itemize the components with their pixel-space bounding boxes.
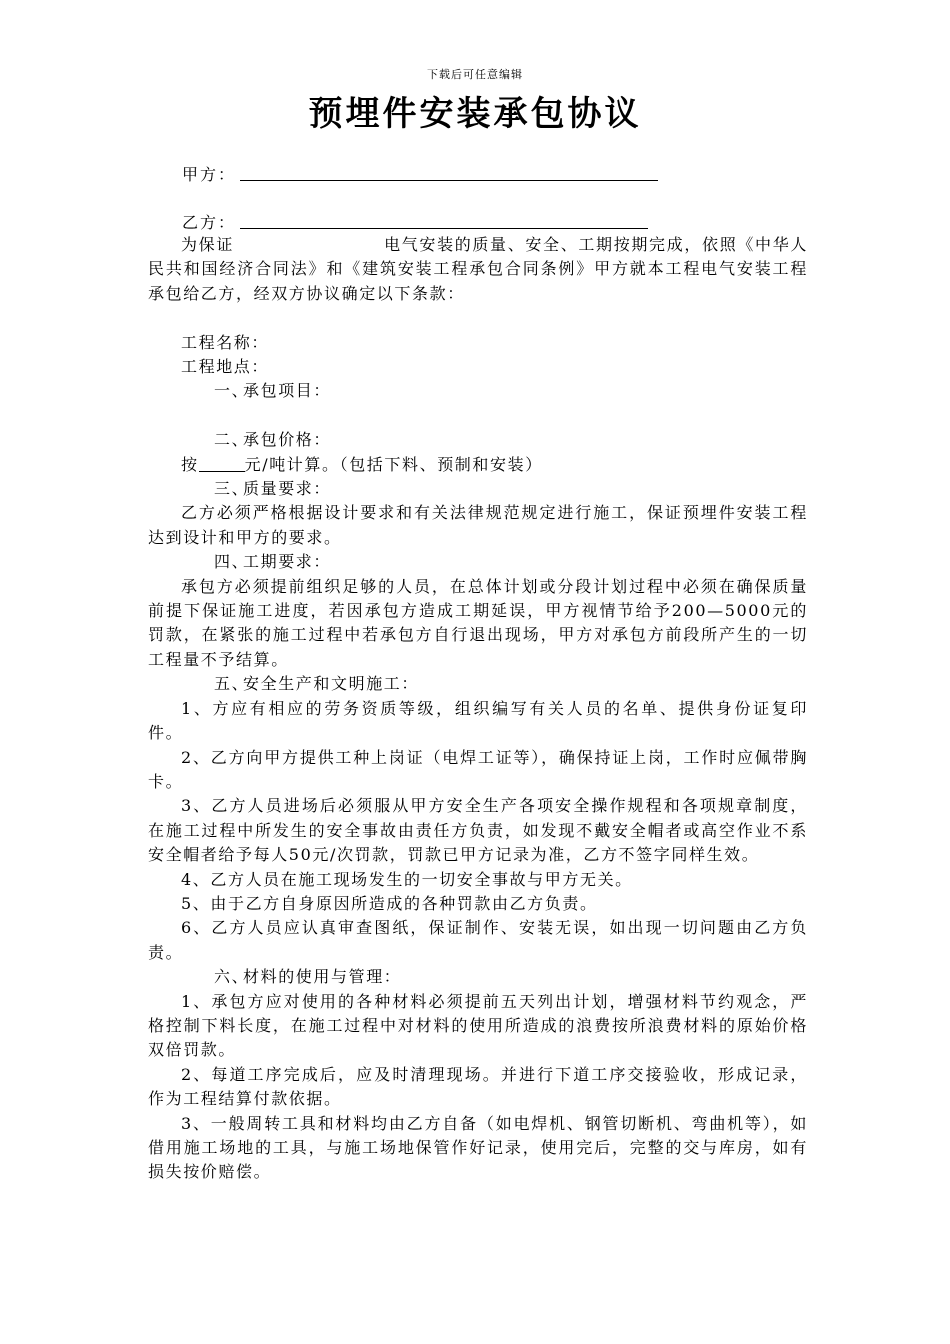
intro-pre: 为保证 [181, 235, 234, 254]
section-1-heading [148, 379, 808, 403]
section-5-label: 安全生产和文明施工： [243, 674, 420, 694]
section-2-label: 承包价格： [243, 430, 332, 450]
document-title: 预埋件安装承包协议 [308, 94, 642, 134]
price-post: 元/吨计算。（包括下料、预制和安装） [244, 454, 543, 474]
party-a-label: 甲方： [182, 165, 237, 184]
party-b-blank-line [240, 228, 648, 229]
project-name: 工程名称： [181, 332, 270, 352]
section-5-heading [148, 672, 808, 696]
section-5-item: 2、乙方向甲方提供工种上岗证（电焊工证等），确保持证上岗，工作时应佩带胸卡。 [148, 747, 808, 791]
price-blank [199, 455, 245, 472]
section-4-heading [148, 550, 808, 574]
section-5-item: 6、乙方人员应认真审查图纸，保证制作、安装无误，如出现一切问题由乙方负责。 [148, 918, 808, 962]
agreement-body [148, 233, 808, 1185]
section-6-heading [148, 965, 808, 989]
header-note: 下载后可任意编辑 [427, 68, 523, 81]
section-5-item: 5、由于乙方自身原因所造成的各种罚款由乙方负责。 [181, 893, 598, 913]
section-3-label: 质量要求： [243, 479, 332, 499]
section-5-item: 3、乙方人员进场后必须服从甲方安全生产各项安全操作规程和各项规章制度，在施工过程中所发生的安全事故由责任方负责，如发现不戴安全帽者或高空作业不系安全帽者给予每人50元/次罚款，罚款已甲方记录为准，乙方不签字同样生效。 [148, 796, 808, 865]
section-2-number: 二、 [214, 430, 250, 450]
section-4-number: 四、 [214, 552, 250, 572]
section-3-text: 乙方必须严格根据设计要求和有关法律规范规定进行施工，保证预埋件安装工程达到设计和甲方的要求。 [148, 503, 808, 547]
section-6-item: 2、每道工序完成后，应及时清理现场。并进行下道工序交接验收，形成记录，作为工程结算付款依据。 [148, 1064, 808, 1109]
project-location: 工程地点： [181, 357, 270, 377]
intro-post: 电气安装的质量、安全、工期按期完成，依照《中华人民共和国经济合同法》和《建筑安装工程承包合同条例》甲方就本工程电气安装工程承包给乙方，经双方协议确定以下条款： [148, 235, 808, 303]
section-1-number: 一、 [214, 381, 250, 401]
section-2-price [148, 453, 808, 477]
price-pre: 按 [181, 454, 199, 474]
section-2-heading [148, 428, 808, 452]
section-6-label: 材料的使用与管理： [243, 967, 402, 987]
party-b-label: 乙方： [182, 213, 237, 232]
section-4-text: 承包方必须提前组织足够的人员，在总体计划或分段计划过程中必须在确保质量前提下保证施工进度，若因承包方造成工期延误，甲方视情节给予200—5000元的罚款，在紧张的施工过程中若承包方自行退出现场，甲方对承包方前段所产生的一切工程量不予结算。 [148, 576, 808, 669]
party-a-blank-line [240, 180, 658, 181]
party-b [182, 210, 236, 233]
section-3-number: 三、 [214, 479, 250, 499]
section-6-number: 六、 [214, 967, 250, 987]
intro-paragraph [148, 233, 808, 306]
section-4-label: 工期要求： [243, 552, 332, 572]
party-a [182, 162, 236, 185]
section-1-label: 承包项目： [243, 381, 332, 401]
section-5-number: 五、 [214, 674, 250, 694]
section-5-item: 4、乙方人员在施工现场发生的一切安全事故与甲方无关。 [181, 869, 633, 889]
section-6-item: 3、一般周转工具和材料均由乙方自备（如电焊机、钢管切断机、弯曲机等），如借用施工场地的工具，与施工场地保管作好记录，使用完后，完整的交与库房，如有损失按价赔偿。 [148, 1113, 808, 1182]
section-5-item: 1、方应有相应的劳务资质等级，组织编写有关人员的名单、提供身份证复印件。 [148, 698, 808, 743]
section-6-item: 1、承包方应对使用的各种材料必须提前五天列出计划，增强材料节约观念，严格控制下料长度，在施工过程中对材料的使用所造成的浪费按所浪费材料的原始价格双倍罚款。 [148, 991, 808, 1060]
section-3-heading [148, 477, 808, 501]
